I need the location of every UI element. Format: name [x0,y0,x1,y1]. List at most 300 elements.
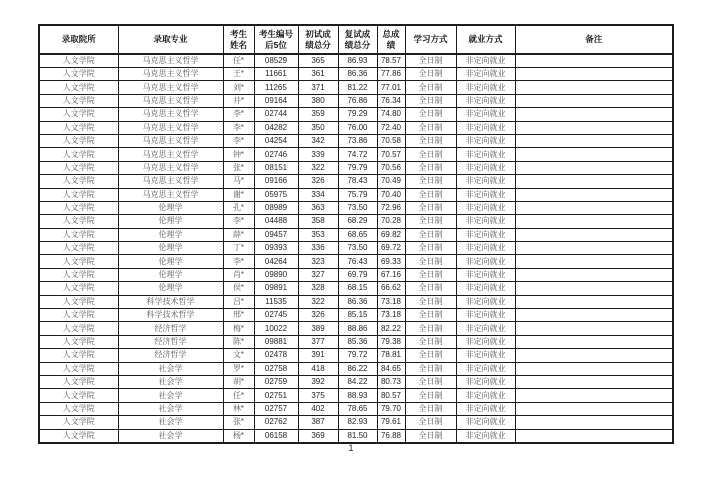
cell-name: 孔* [223,201,254,214]
cell-institute: 人文学院 [39,268,118,281]
cell-major: 马克思主义哲学 [118,175,223,188]
cell-candidate-no: 04264 [254,255,298,268]
cell-retest-score: 78.65 [338,402,377,415]
cell-initial-score: 361 [298,68,338,81]
table-row [39,429,673,443]
cell-study-mode: 全日制 [405,335,456,348]
cell-major: 马克思主义哲学 [118,94,223,107]
cell-major: 马克思主义哲学 [118,68,223,81]
cell-institute: 人文学院 [39,402,118,415]
cell-initial-score: 353 [298,228,338,241]
cell-retest-score: 81.50 [338,429,377,443]
cell-remarks [515,215,673,228]
cell-name: 井* [223,94,254,107]
cell-total-score: 80.73 [377,375,405,388]
cell-remarks [515,255,673,268]
cell-candidate-no: 09881 [254,335,298,348]
cell-total-score: 69.72 [377,242,405,255]
cell-remarks [515,295,673,308]
cell-remarks [515,309,673,322]
cell-name: 谢* [223,188,254,201]
table-row [39,295,673,308]
cell-institute: 人文学院 [39,389,118,402]
cell-candidate-no: 04254 [254,134,298,147]
cell-major: 社会学 [118,362,223,375]
cell-remarks [515,175,673,188]
column-header-institute: 录取院所 [39,25,118,54]
cell-retest-score: 73.50 [338,201,377,214]
cell-candidate-no: 02744 [254,108,298,121]
table-row [39,81,673,94]
column-header-candidate-no: 考生编号 后5位 [254,25,298,54]
cell-employment-mode: 非定向就业 [456,161,515,174]
cell-retest-score: 75.79 [338,188,377,201]
cell-remarks [515,81,673,94]
cell-institute: 人文学院 [39,121,118,134]
cell-study-mode: 全日制 [405,282,456,295]
cell-total-score: 74.80 [377,108,405,121]
cell-study-mode: 全日制 [405,255,456,268]
cell-institute: 人文学院 [39,416,118,429]
cell-institute: 人文学院 [39,228,118,241]
table-row [39,134,673,147]
cell-major: 社会学 [118,429,223,443]
cell-remarks [515,68,673,81]
cell-study-mode: 全日制 [405,416,456,429]
cell-retest-score: 76.86 [338,94,377,107]
cell-institute: 人文学院 [39,201,118,214]
column-header-study-mode: 学习方式 [405,25,456,54]
cell-total-score: 79.38 [377,335,405,348]
cell-institute: 人文学院 [39,255,118,268]
cell-total-score: 70.28 [377,215,405,228]
table-row [39,255,673,268]
cell-initial-score: 327 [298,268,338,281]
cell-employment-mode: 非定向就业 [456,134,515,147]
cell-institute: 人文学院 [39,108,118,121]
cell-major: 伦理学 [118,215,223,228]
cell-candidate-no: 02762 [254,416,298,429]
cell-employment-mode: 非定向就业 [456,68,515,81]
cell-major: 社会学 [118,416,223,429]
cell-retest-score: 88.93 [338,389,377,402]
cell-total-score: 84.65 [377,362,405,375]
cell-study-mode: 全日制 [405,402,456,415]
cell-major: 马克思主义哲学 [118,54,223,68]
cell-remarks [515,54,673,68]
cell-remarks [515,108,673,121]
cell-total-score: 80.57 [377,389,405,402]
cell-institute: 人文学院 [39,148,118,161]
cell-study-mode: 全日制 [405,429,456,443]
cell-study-mode: 全日制 [405,295,456,308]
cell-retest-score: 88.86 [338,322,377,335]
cell-candidate-no: 02745 [254,309,298,322]
table-row [39,349,673,362]
cell-major: 伦理学 [118,268,223,281]
cell-candidate-no: 02759 [254,375,298,388]
cell-candidate-no: 11265 [254,81,298,94]
cell-initial-score: 371 [298,81,338,94]
cell-total-score: 70.58 [377,134,405,147]
cell-initial-score: 389 [298,322,338,335]
cell-name: 林* [223,402,254,415]
cell-remarks [515,242,673,255]
table-row [39,175,673,188]
cell-total-score: 67.16 [377,268,405,281]
cell-institute: 人文学院 [39,362,118,375]
cell-employment-mode: 非定向就业 [456,148,515,161]
cell-remarks [515,188,673,201]
cell-study-mode: 全日制 [405,362,456,375]
cell-remarks [515,148,673,161]
cell-total-score: 77.01 [377,81,405,94]
cell-initial-score: 391 [298,349,338,362]
cell-institute: 人文学院 [39,161,118,174]
cell-employment-mode: 非定向就业 [456,402,515,415]
cell-remarks [515,201,673,214]
column-header-retest-score: 复试成 绩总分 [338,25,377,54]
cell-remarks [515,94,673,107]
cell-study-mode: 全日制 [405,228,456,241]
cell-initial-score: 323 [298,255,338,268]
cell-institute: 人文学院 [39,295,118,308]
cell-employment-mode: 非定向就业 [456,362,515,375]
cell-name: 罗* [223,362,254,375]
cell-initial-score: 369 [298,429,338,443]
table-row [39,282,673,295]
cell-name: 张* [223,161,254,174]
cell-candidate-no: 11661 [254,68,298,81]
cell-candidate-no: 09891 [254,282,298,295]
cell-total-score: 69.82 [377,228,405,241]
cell-employment-mode: 非定向就业 [456,175,515,188]
cell-initial-score: 377 [298,335,338,348]
cell-total-score: 76.88 [377,429,405,443]
table-row [39,228,673,241]
table-row [39,201,673,214]
cell-initial-score: 387 [298,416,338,429]
cell-initial-score: 339 [298,148,338,161]
cell-name: 陈* [223,335,254,348]
cell-major: 马克思主义哲学 [118,108,223,121]
cell-study-mode: 全日制 [405,322,456,335]
cell-name: 任* [223,389,254,402]
cell-remarks [515,121,673,134]
table-row [39,322,673,335]
cell-employment-mode: 非定向就业 [456,322,515,335]
table-row [39,148,673,161]
cell-initial-score: 326 [298,309,338,322]
cell-institute: 人文学院 [39,188,118,201]
cell-study-mode: 全日制 [405,108,456,121]
cell-employment-mode: 非定向就业 [456,242,515,255]
cell-name: 李* [223,215,254,228]
cell-institute: 人文学院 [39,309,118,322]
cell-major: 社会学 [118,375,223,388]
cell-remarks [515,322,673,335]
cell-remarks [515,282,673,295]
cell-initial-score: 365 [298,54,338,68]
cell-study-mode: 全日制 [405,268,456,281]
cell-initial-score: 359 [298,108,338,121]
cell-study-mode: 全日制 [405,175,456,188]
cell-study-mode: 全日制 [405,201,456,214]
cell-employment-mode: 非定向就业 [456,108,515,121]
cell-name: 张* [223,416,254,429]
cell-retest-score: 74.72 [338,148,377,161]
cell-major: 伦理学 [118,201,223,214]
cell-initial-score: 358 [298,215,338,228]
cell-candidate-no: 09166 [254,175,298,188]
cell-name: 薛* [223,228,254,241]
cell-remarks [515,389,673,402]
table-header [39,25,673,54]
cell-major: 经济哲学 [118,349,223,362]
cell-total-score: 69.33 [377,255,405,268]
cell-initial-score: 328 [298,282,338,295]
cell-candidate-no: 02751 [254,389,298,402]
cell-name: 杨* [223,429,254,443]
cell-major: 马克思主义哲学 [118,81,223,94]
cell-employment-mode: 非定向就业 [456,309,515,322]
cell-name: 文* [223,349,254,362]
cell-remarks [515,349,673,362]
table-row [39,402,673,415]
cell-institute: 人文学院 [39,215,118,228]
cell-name: 邢* [223,309,254,322]
cell-study-mode: 全日制 [405,68,456,81]
cell-major: 马克思主义哲学 [118,161,223,174]
cell-major: 科学技术哲学 [118,295,223,308]
cell-retest-score: 79.72 [338,349,377,362]
cell-total-score: 79.61 [377,416,405,429]
cell-name: 侯* [223,282,254,295]
cell-retest-score: 85.36 [338,335,377,348]
cell-institute: 人文学院 [39,175,118,188]
cell-employment-mode: 非定向就业 [456,349,515,362]
table-row [39,215,673,228]
cell-study-mode: 全日制 [405,375,456,388]
cell-major: 经济哲学 [118,322,223,335]
cell-retest-score: 86.22 [338,362,377,375]
cell-employment-mode: 非定向就业 [456,416,515,429]
cell-name: 吕* [223,295,254,308]
cell-candidate-no: 02757 [254,402,298,415]
cell-remarks [515,335,673,348]
cell-institute: 人文学院 [39,282,118,295]
table-row [39,242,673,255]
cell-remarks [515,134,673,147]
cell-institute: 人文学院 [39,94,118,107]
cell-total-score: 73.18 [377,295,405,308]
cell-employment-mode: 非定向就业 [456,282,515,295]
admission-list-table [38,24,674,444]
table-row [39,161,673,174]
cell-initial-score: 336 [298,242,338,255]
cell-major: 马克思主义哲学 [118,121,223,134]
cell-total-score: 78.57 [377,54,405,68]
table-row [39,309,673,322]
cell-name: 丁* [223,242,254,255]
cell-initial-score: 350 [298,121,338,134]
cell-study-mode: 全日制 [405,121,456,134]
cell-candidate-no: 02746 [254,148,298,161]
cell-study-mode: 全日制 [405,148,456,161]
cell-candidate-no: 04282 [254,121,298,134]
cell-remarks [515,375,673,388]
cell-candidate-no: 11535 [254,295,298,308]
cell-study-mode: 全日制 [405,54,456,68]
cell-candidate-no: 10022 [254,322,298,335]
column-header-major: 录取专业 [118,25,223,54]
cell-total-score: 72.96 [377,201,405,214]
cell-name: 胡* [223,375,254,388]
cell-study-mode: 全日制 [405,81,456,94]
cell-employment-mode: 非定向就业 [456,429,515,443]
cell-initial-score: 342 [298,134,338,147]
cell-major: 伦理学 [118,228,223,241]
cell-institute: 人文学院 [39,81,118,94]
cell-candidate-no: 09457 [254,228,298,241]
cell-employment-mode: 非定向就业 [456,295,515,308]
table-row [39,94,673,107]
cell-study-mode: 全日制 [405,215,456,228]
column-header-initial-score: 初试成 绩总分 [298,25,338,54]
cell-employment-mode: 非定向就业 [456,94,515,107]
cell-retest-score: 81.22 [338,81,377,94]
cell-employment-mode: 非定向就业 [456,81,515,94]
cell-retest-score: 82.93 [338,416,377,429]
cell-retest-score: 69.79 [338,268,377,281]
cell-employment-mode: 非定向就业 [456,255,515,268]
cell-candidate-no: 08151 [254,161,298,174]
cell-major: 社会学 [118,402,223,415]
cell-major: 社会学 [118,389,223,402]
cell-study-mode: 全日制 [405,94,456,107]
cell-candidate-no: 09393 [254,242,298,255]
cell-institute: 人文学院 [39,242,118,255]
cell-remarks [515,228,673,241]
cell-major: 经济哲学 [118,335,223,348]
cell-study-mode: 全日制 [405,242,456,255]
cell-employment-mode: 非定向就业 [456,121,515,134]
cell-institute: 人文学院 [39,68,118,81]
cell-employment-mode: 非定向就业 [456,335,515,348]
cell-total-score: 78.81 [377,349,405,362]
header-row [39,25,673,54]
cell-major: 马克思主义哲学 [118,188,223,201]
cell-employment-mode: 非定向就业 [456,375,515,388]
cell-institute: 人文学院 [39,375,118,388]
cell-retest-score: 76.00 [338,121,377,134]
cell-initial-score: 418 [298,362,338,375]
cell-major: 马克思主义哲学 [118,134,223,147]
table-row [39,188,673,201]
cell-study-mode: 全日制 [405,309,456,322]
cell-candidate-no: 09890 [254,268,298,281]
cell-institute: 人文学院 [39,335,118,348]
table-row [39,108,673,121]
cell-retest-score: 68.65 [338,228,377,241]
cell-name: 李* [223,255,254,268]
table-row [39,416,673,429]
cell-initial-score: 322 [298,295,338,308]
cell-retest-score: 79.79 [338,161,377,174]
cell-retest-score: 86.93 [338,54,377,68]
cell-name: 李* [223,121,254,134]
cell-study-mode: 全日制 [405,161,456,174]
table-row [39,389,673,402]
cell-total-score: 77.86 [377,68,405,81]
cell-total-score: 79.70 [377,402,405,415]
cell-total-score: 72.40 [377,121,405,134]
cell-name: 梅* [223,322,254,335]
cell-name: 马* [223,175,254,188]
cell-retest-score: 76.43 [338,255,377,268]
table-body [39,54,673,443]
cell-total-score: 70.57 [377,148,405,161]
cell-institute: 人文学院 [39,134,118,147]
cell-remarks [515,362,673,375]
cell-major: 马克思主义哲学 [118,148,223,161]
cell-employment-mode: 非定向就业 [456,215,515,228]
cell-employment-mode: 非定向就业 [456,201,515,214]
cell-initial-score: 326 [298,175,338,188]
cell-employment-mode: 非定向就业 [456,268,515,281]
cell-remarks [515,161,673,174]
cell-major: 伦理学 [118,242,223,255]
cell-employment-mode: 非定向就业 [456,54,515,68]
cell-retest-score: 79.29 [338,108,377,121]
cell-candidate-no: 08989 [254,201,298,214]
cell-initial-score: 363 [298,201,338,214]
cell-candidate-no: 02478 [254,349,298,362]
cell-name: 王* [223,68,254,81]
page-number: 1 [348,443,354,453]
cell-retest-score: 86.36 [338,68,377,81]
cell-candidate-no: 08529 [254,54,298,68]
cell-remarks [515,429,673,443]
cell-initial-score: 380 [298,94,338,107]
cell-candidate-no: 04488 [254,215,298,228]
table-row [39,121,673,134]
cell-retest-score: 86.36 [338,295,377,308]
table-row [39,362,673,375]
table-row [39,54,673,68]
cell-total-score: 82.22 [377,322,405,335]
cell-institute: 人文学院 [39,322,118,335]
cell-initial-score: 375 [298,389,338,402]
cell-retest-score: 78.43 [338,175,377,188]
column-header-name: 考生 姓名 [223,25,254,54]
cell-institute: 人文学院 [39,429,118,443]
cell-retest-score: 73.86 [338,134,377,147]
cell-total-score: 70.56 [377,161,405,174]
cell-name: 任* [223,54,254,68]
cell-candidate-no: 05975 [254,188,298,201]
cell-remarks [515,402,673,415]
cell-retest-score: 68.29 [338,215,377,228]
cell-initial-score: 322 [298,161,338,174]
table-row [39,68,673,81]
cell-study-mode: 全日制 [405,389,456,402]
cell-name: 李* [223,108,254,121]
cell-initial-score: 392 [298,375,338,388]
cell-study-mode: 全日制 [405,134,456,147]
cell-study-mode: 全日制 [405,349,456,362]
cell-major: 伦理学 [118,282,223,295]
